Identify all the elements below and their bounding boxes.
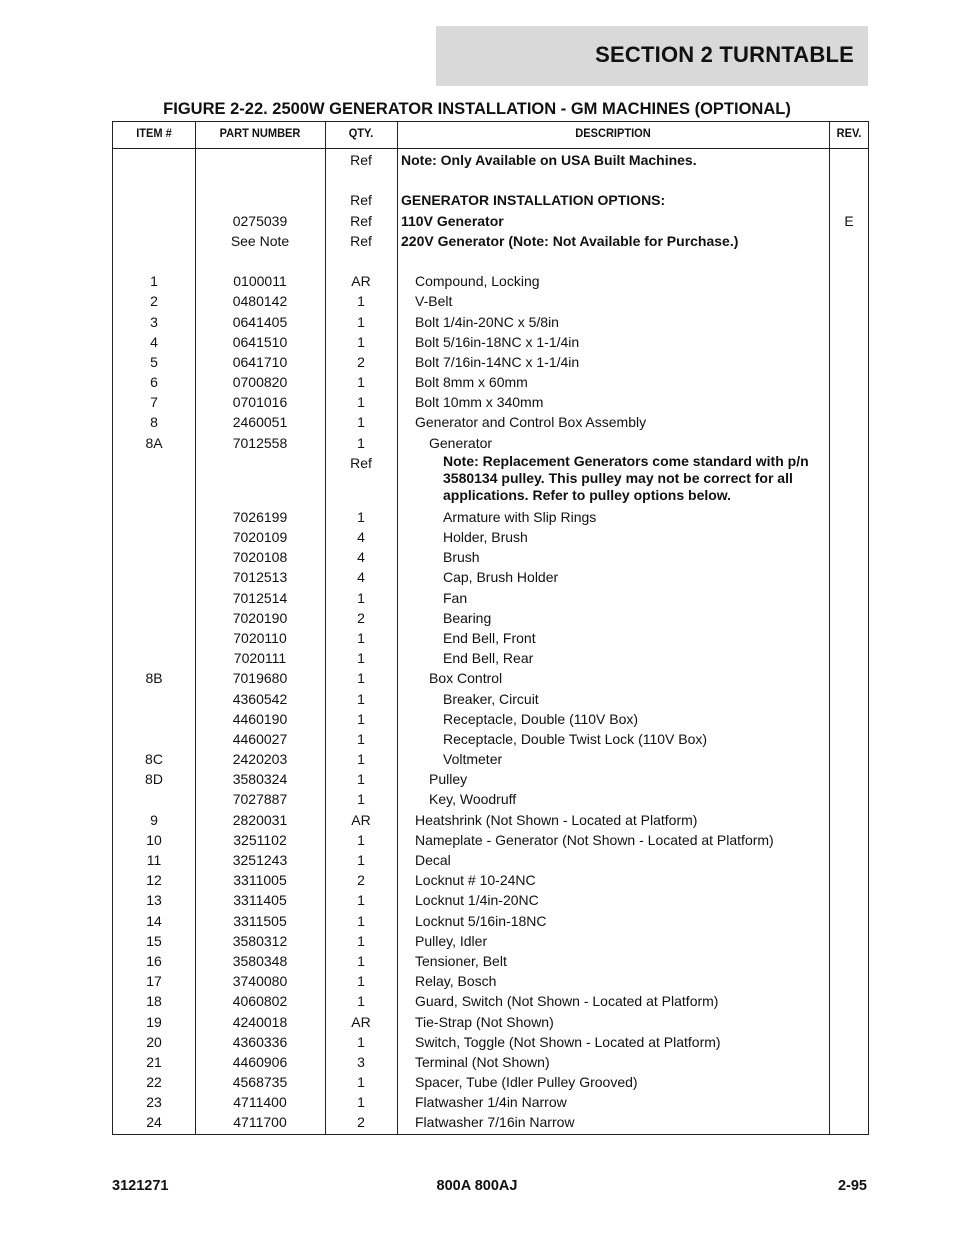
qty-cell: 1 bbox=[357, 993, 365, 1010]
figure-title: FIGURE 2-22. 2500W GENERATOR INSTALLATION - GM MACHINES (OPTIONAL) bbox=[163, 100, 791, 118]
part-number-cell: 4240018 bbox=[232, 1013, 288, 1030]
table-row bbox=[113, 911, 868, 931]
table-row bbox=[113, 971, 868, 991]
col-header-rev: REV. bbox=[836, 126, 862, 140]
part-number-cell: 0275039 bbox=[232, 212, 288, 229]
description-cell: 220V Generator (Note: Not Available for Purchase.) bbox=[401, 232, 739, 249]
table-row bbox=[113, 412, 868, 432]
table-row bbox=[113, 951, 868, 971]
table-row bbox=[113, 729, 868, 749]
table-row bbox=[113, 1052, 868, 1072]
item-cell: 22 bbox=[146, 1074, 162, 1091]
table-row bbox=[113, 312, 868, 332]
part-number-cell: 3251102 bbox=[233, 831, 287, 848]
qty-cell: 1 bbox=[357, 710, 365, 727]
qty-cell: 1 bbox=[357, 892, 365, 909]
table-row bbox=[113, 271, 868, 291]
qty-cell: 1 bbox=[357, 932, 365, 949]
table-row bbox=[113, 689, 868, 709]
item-cell: 8A bbox=[145, 434, 163, 451]
table-row bbox=[113, 608, 868, 628]
table-row bbox=[113, 850, 868, 870]
part-number-cell: 7020110 bbox=[233, 629, 287, 646]
table-row bbox=[113, 352, 868, 372]
part-number-cell: 7020190 bbox=[232, 609, 288, 626]
table-row bbox=[113, 150, 868, 170]
qty-cell: 1 bbox=[357, 589, 365, 606]
description-cell: Terminal (Not Shown) bbox=[415, 1053, 550, 1070]
table-row bbox=[113, 231, 868, 251]
description-cell: Armature with Slip Rings bbox=[443, 508, 597, 525]
item-cell: 19 bbox=[146, 1013, 162, 1030]
part-number-cell: 3580312 bbox=[232, 932, 288, 949]
item-cell: 11 bbox=[146, 852, 162, 868]
qty-cell: 1 bbox=[357, 791, 365, 808]
footer-page-number: 2-95 bbox=[837, 1178, 867, 1194]
qty-cell: 1 bbox=[357, 394, 365, 411]
item-cell: 5 bbox=[150, 353, 158, 370]
part-number-cell: 4460190 bbox=[232, 710, 288, 727]
table-row bbox=[113, 769, 868, 789]
qty-cell: 2 bbox=[357, 353, 365, 370]
part-number-cell: 4360336 bbox=[232, 1033, 288, 1050]
qty-cell: 1 bbox=[357, 414, 365, 431]
parts-table bbox=[112, 121, 869, 1135]
qty-cell: Ref bbox=[350, 232, 372, 249]
col-header-part-number: PART NUMBER bbox=[219, 126, 301, 140]
rev-cell: E bbox=[844, 212, 854, 229]
qty-cell: AR bbox=[351, 811, 371, 828]
qty-cell: 1 bbox=[357, 1033, 365, 1050]
item-cell: 10 bbox=[146, 831, 162, 848]
part-number-cell: 3740080 bbox=[232, 973, 288, 990]
item-cell: 24 bbox=[146, 1114, 162, 1131]
qty-cell: 1 bbox=[357, 1094, 365, 1111]
col-header-item: ITEM # bbox=[136, 126, 172, 140]
qty-cell: 1 bbox=[357, 912, 365, 929]
description-cell: Receptacle, Double (110V Box) bbox=[443, 710, 639, 727]
qty-cell: 1 bbox=[357, 374, 365, 391]
table-row bbox=[113, 709, 868, 729]
description-cell: GENERATOR INSTALLATION OPTIONS: bbox=[401, 192, 666, 209]
part-number-cell: 7012513 bbox=[232, 569, 288, 586]
description-cell: Box Control bbox=[429, 670, 503, 687]
table-row bbox=[113, 870, 868, 890]
table-row bbox=[113, 567, 868, 587]
description-cell: End Bell, Rear bbox=[443, 650, 534, 667]
qty-cell: Ref bbox=[350, 212, 372, 229]
item-cell: 13 bbox=[146, 892, 162, 909]
section-header bbox=[436, 26, 868, 86]
description-cell: Note: Only Available on USA Built Machines. bbox=[401, 152, 697, 168]
qty-cell: 1 bbox=[357, 313, 365, 330]
item-cell: 15 bbox=[146, 932, 162, 949]
footer-doc-number: 3121271 bbox=[112, 1178, 169, 1194]
item-cell: 8D bbox=[145, 771, 163, 788]
part-number-cell: 0701016 bbox=[232, 394, 288, 411]
part-number-cell: 4711400 bbox=[233, 1094, 287, 1111]
table-row bbox=[113, 251, 868, 271]
part-number-cell: 3580324 bbox=[232, 771, 288, 788]
part-number-cell: 0641510 bbox=[232, 333, 288, 350]
description-cell: V-Belt bbox=[415, 293, 453, 310]
part-number-cell: 4568735 bbox=[232, 1074, 288, 1091]
description-cell: Tie-Strap (Not Shown) bbox=[415, 1013, 554, 1030]
qty-cell: 1 bbox=[357, 629, 365, 646]
item-cell: 18 bbox=[146, 993, 162, 1010]
table-row bbox=[113, 211, 868, 231]
description-cell: Brush bbox=[443, 549, 480, 566]
item-cell: 20 bbox=[146, 1033, 162, 1050]
part-number-cell: 7020108 bbox=[232, 549, 288, 566]
table-row bbox=[113, 810, 868, 830]
item-cell: 21 bbox=[146, 1053, 162, 1070]
description-cell: Guard, Switch (Not Shown - Located at Platform) bbox=[415, 993, 719, 1010]
part-number-cell: 4460906 bbox=[232, 1053, 288, 1070]
part-number-cell: 2460051 bbox=[232, 414, 288, 431]
qty-cell: AR bbox=[351, 273, 371, 290]
table-row bbox=[113, 830, 868, 850]
qty-cell: Ref bbox=[350, 152, 372, 168]
part-number-cell: 3251243 bbox=[232, 852, 288, 868]
table-row bbox=[113, 1092, 868, 1112]
part-number-cell: 2420203 bbox=[232, 751, 288, 768]
item-cell: 3 bbox=[150, 313, 158, 330]
col-header-description: DESCRIPTION bbox=[575, 126, 651, 140]
description-cell: Key, Woodruff bbox=[429, 791, 517, 808]
description-cell: Flatwasher 1/4in Narrow bbox=[415, 1094, 567, 1111]
description-cell: Locknut 1/4in-20NC bbox=[415, 892, 539, 909]
part-number-cell: 4060802 bbox=[232, 993, 288, 1010]
description-cell: Bolt 8mm x 60mm bbox=[415, 374, 528, 391]
table-row bbox=[113, 628, 868, 648]
qty-cell: 1 bbox=[357, 293, 365, 310]
part-number-cell: 7020111 bbox=[233, 650, 287, 667]
part-number-cell: 3580348 bbox=[232, 952, 288, 969]
description-cell: Heatshrink (Not Shown - Located at Platform) bbox=[415, 811, 698, 828]
part-number-cell: 7026199 bbox=[232, 508, 288, 525]
part-number-cell: See Note bbox=[230, 232, 290, 249]
part-number-cell: 4711700 bbox=[233, 1114, 287, 1131]
part-number-cell: 7012514 bbox=[232, 589, 288, 606]
description-cell: Locknut 5/16in-18NC bbox=[415, 912, 547, 929]
qty-cell: 2 bbox=[357, 872, 365, 889]
item-cell: 8B bbox=[145, 670, 163, 687]
table-row bbox=[113, 453, 868, 507]
description-cell: Bolt 7/16in-14NC x 1-1/4in bbox=[415, 353, 580, 370]
table-row bbox=[113, 890, 868, 910]
description-cell: Generator bbox=[429, 434, 493, 451]
part-number-cell: 0100011 bbox=[233, 273, 287, 290]
item-cell: 2 bbox=[150, 293, 158, 310]
part-number-cell: 0480142 bbox=[232, 293, 288, 310]
table-row bbox=[113, 547, 868, 567]
table-row bbox=[113, 507, 868, 527]
table-row bbox=[113, 1112, 868, 1132]
qty-cell: 1 bbox=[357, 973, 365, 990]
qty-cell: 1 bbox=[357, 771, 365, 788]
qty-cell: 1 bbox=[357, 730, 365, 747]
table-row bbox=[113, 588, 868, 608]
table-row bbox=[113, 433, 868, 453]
description-cell: Bolt 5/16in-18NC x 1-1/4in bbox=[415, 333, 580, 350]
part-number-cell: 7027887 bbox=[232, 791, 288, 808]
item-cell: 4 bbox=[150, 333, 158, 350]
qty-cell: 1 bbox=[357, 650, 365, 667]
description-cell: Holder, Brush bbox=[443, 529, 528, 545]
qty-cell: 1 bbox=[357, 852, 365, 868]
part-number-cell: 7019680 bbox=[232, 670, 288, 687]
description-cell: Pulley bbox=[429, 771, 468, 788]
table-row bbox=[113, 332, 868, 352]
qty-cell: 4 bbox=[357, 569, 365, 586]
description-cell: Flatwasher 7/16in Narrow bbox=[415, 1114, 575, 1131]
table-row bbox=[113, 392, 868, 412]
description-cell: 110V Generator bbox=[401, 212, 504, 229]
item-cell: 7 bbox=[150, 394, 158, 411]
item-cell: 6 bbox=[150, 374, 158, 391]
part-number-cell: 7020109 bbox=[232, 529, 288, 545]
qty-cell: 1 bbox=[357, 333, 365, 350]
table-row bbox=[113, 1072, 868, 1092]
table-row bbox=[113, 648, 868, 668]
qty-cell: 2 bbox=[357, 609, 365, 626]
item-cell: 8 bbox=[150, 414, 158, 431]
qty-cell: Ref bbox=[350, 454, 372, 471]
description-cell: Bolt 10mm x 340mm bbox=[415, 394, 544, 411]
table-row bbox=[113, 991, 868, 1011]
part-number-cell: 0641710 bbox=[232, 353, 288, 370]
qty-cell: 4 bbox=[357, 529, 365, 545]
qty-cell: 1 bbox=[357, 831, 365, 848]
part-number-cell: 4360542 bbox=[232, 690, 288, 707]
qty-cell: Ref bbox=[350, 192, 372, 209]
part-number-cell: 3311505 bbox=[233, 912, 287, 929]
part-number-cell: 2820031 bbox=[232, 811, 288, 828]
description-cell: Bearing bbox=[443, 609, 492, 626]
table-row bbox=[113, 931, 868, 951]
description-cell: Decal bbox=[415, 852, 451, 868]
description-cell: Breaker, Circuit bbox=[443, 690, 539, 707]
description-cell: Switch, Toggle (Not Shown - Located at Platform) bbox=[415, 1033, 721, 1050]
qty-cell: 1 bbox=[357, 508, 365, 525]
item-cell: 8C bbox=[145, 751, 163, 768]
table-row bbox=[113, 1012, 868, 1032]
description-cell: Compound, Locking bbox=[415, 273, 540, 290]
qty-cell: 3 bbox=[357, 1053, 365, 1070]
part-number-cell: 0641405 bbox=[232, 313, 288, 330]
qty-cell: 4 bbox=[357, 549, 365, 566]
table-row bbox=[113, 668, 868, 688]
table-row bbox=[113, 527, 868, 547]
table-body bbox=[113, 150, 868, 1133]
part-number-cell: 3311405 bbox=[233, 892, 287, 909]
item-cell: 14 bbox=[146, 912, 162, 929]
qty-cell: 1 bbox=[357, 751, 365, 768]
part-number-cell: 0700820 bbox=[232, 374, 288, 391]
table-row bbox=[113, 170, 868, 190]
col-header-qty: QTY. bbox=[348, 126, 374, 140]
qty-cell: 1 bbox=[357, 1074, 365, 1091]
item-cell: 9 bbox=[150, 811, 158, 828]
description-cell: Nameplate - Generator (Not Shown - Located at Platform) bbox=[415, 831, 774, 848]
qty-cell: 2 bbox=[357, 1114, 365, 1131]
qty-cell: AR bbox=[351, 1013, 371, 1030]
table-row bbox=[113, 749, 868, 769]
description-cell: Note: Replacement Generators come standard with p/n 3580134 pulley. This pulley may not be correct for all applications. Refer to pulley options below. bbox=[443, 452, 809, 503]
qty-cell: 1 bbox=[357, 670, 365, 687]
part-number-cell: 7012558 bbox=[232, 434, 288, 451]
qty-cell: 1 bbox=[357, 690, 365, 707]
item-cell: 1 bbox=[150, 273, 158, 290]
description-cell: Tensioner, Belt bbox=[415, 952, 507, 969]
table-row bbox=[113, 372, 868, 392]
item-cell: 12 bbox=[146, 872, 162, 889]
qty-cell: 1 bbox=[357, 434, 365, 451]
section-title: SECTION 2 TURNTABLE bbox=[595, 42, 854, 67]
description-cell: Bolt 1/4in-20NC x 5/8in bbox=[415, 313, 559, 330]
table-row bbox=[113, 1032, 868, 1052]
header-divider bbox=[113, 148, 868, 149]
description-cell: Voltmeter bbox=[443, 751, 503, 768]
description-cell: Cap, Brush Holder bbox=[443, 569, 559, 586]
description-cell: Receptacle, Double Twist Lock (110V Box) bbox=[443, 730, 708, 747]
item-cell: 17 bbox=[146, 973, 162, 990]
item-cell: 23 bbox=[146, 1094, 162, 1111]
part-number-cell: 3311005 bbox=[233, 872, 287, 889]
description-cell: Locknut # 10-24NC bbox=[415, 872, 536, 889]
description-cell: Spacer, Tube (Idler Pulley Grooved) bbox=[415, 1074, 638, 1091]
item-cell: 16 bbox=[146, 952, 162, 969]
table-row bbox=[113, 291, 868, 311]
description-cell: Pulley, Idler bbox=[415, 932, 488, 949]
footer-model: 800A 800AJ bbox=[436, 1178, 518, 1194]
description-cell: Fan bbox=[443, 589, 468, 606]
table-row bbox=[113, 789, 868, 809]
description-cell: End Bell, Front bbox=[443, 629, 536, 646]
description-cell: Generator and Control Box Assembly bbox=[415, 414, 647, 431]
qty-cell: 1 bbox=[357, 952, 365, 969]
table-row bbox=[113, 190, 868, 210]
description-cell: Relay, Bosch bbox=[415, 973, 497, 990]
part-number-cell: 4460027 bbox=[232, 730, 288, 747]
